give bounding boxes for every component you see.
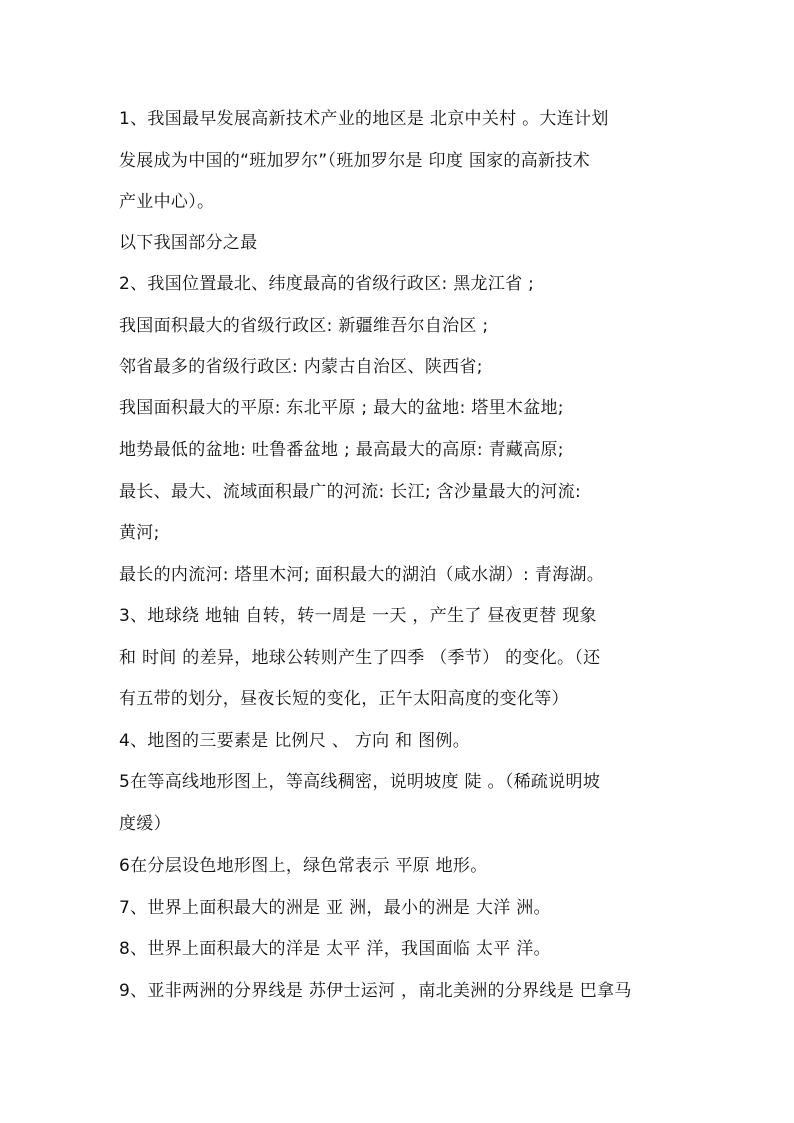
text-line-10: 最长、最大、流域面积最广的河流: 长江; 含沙量最大的河流:: [119, 482, 581, 502]
text-line-6: 我国面积最大的省级行政区: 新疆维吾尔自治区 ;: [119, 316, 489, 336]
text-line-11: 黄河;: [119, 523, 160, 543]
text-line-22: 9、亚非两洲的分界线是 苏伊士运河 ，南北美洲的分界线是 巴拿马: [119, 981, 632, 1001]
text-line-8: 我国面积最大的平原: 东北平原 ; 最大的盆地: 塔里木盆地;: [119, 398, 564, 418]
text-line-2: 发展成为中国的“班加罗尔”（班加罗尔是 印度 国家的高新技术: [119, 151, 590, 171]
text-line-18: 度缓）: [119, 814, 171, 834]
text-line-7: 邻省最多的省级行政区: 内蒙古自治区、陕西省;: [119, 357, 483, 377]
text-line-9: 地势最低的盆地: 吐鲁番盆地 ; 最高最大的高原: 青藏高原;: [119, 440, 564, 460]
text-line-21: 8、世界上面积最大的洋是 太平 洋，我国面临 太平 洋。: [119, 939, 551, 959]
text-line-17: 5在等高线地形图上，等高线稠密，说明坡度 陡 。（稀疏说明坡: [119, 772, 601, 792]
text-line-3: 产业中心）。: [119, 192, 215, 212]
text-line-4: 以下我国部分之最: [119, 233, 258, 253]
text-line-14: 和 时间 的差异，地球公转则产生了四季 （季节） 的变化。（还: [119, 648, 601, 668]
text-line-1: 1、我国最早发展高新技术产业的地区是 北京中关村 。大连计划: [119, 109, 609, 129]
text-line-5: 2、我国位置最北、纬度最高的省级行政区: 黑龙江省 ;: [119, 274, 535, 294]
text-line-19: 6在分层设色地形图上，绿色常表示 平原 地形。: [119, 856, 488, 876]
text-line-20: 7、世界上面积最大的洲是 亚 洲，最小的洲是 大洋 洲。: [119, 898, 551, 918]
text-line-15: 有五带的划分，昼夜长短的变化，正午太阳高度的变化等）: [119, 689, 569, 709]
text-line-16: 4、地图的三要素是 比例尺 、 方向 和 图例。: [119, 731, 471, 751]
text-line-13: 3、地球绕 地轴 自转，转一周是 一天 ，产生了 昼夜更替 现象: [119, 606, 597, 626]
text-line-12: 最长的内流河: 塔里木河; 面积最大的湖泊（咸水湖）: 青海湖。: [119, 565, 604, 585]
